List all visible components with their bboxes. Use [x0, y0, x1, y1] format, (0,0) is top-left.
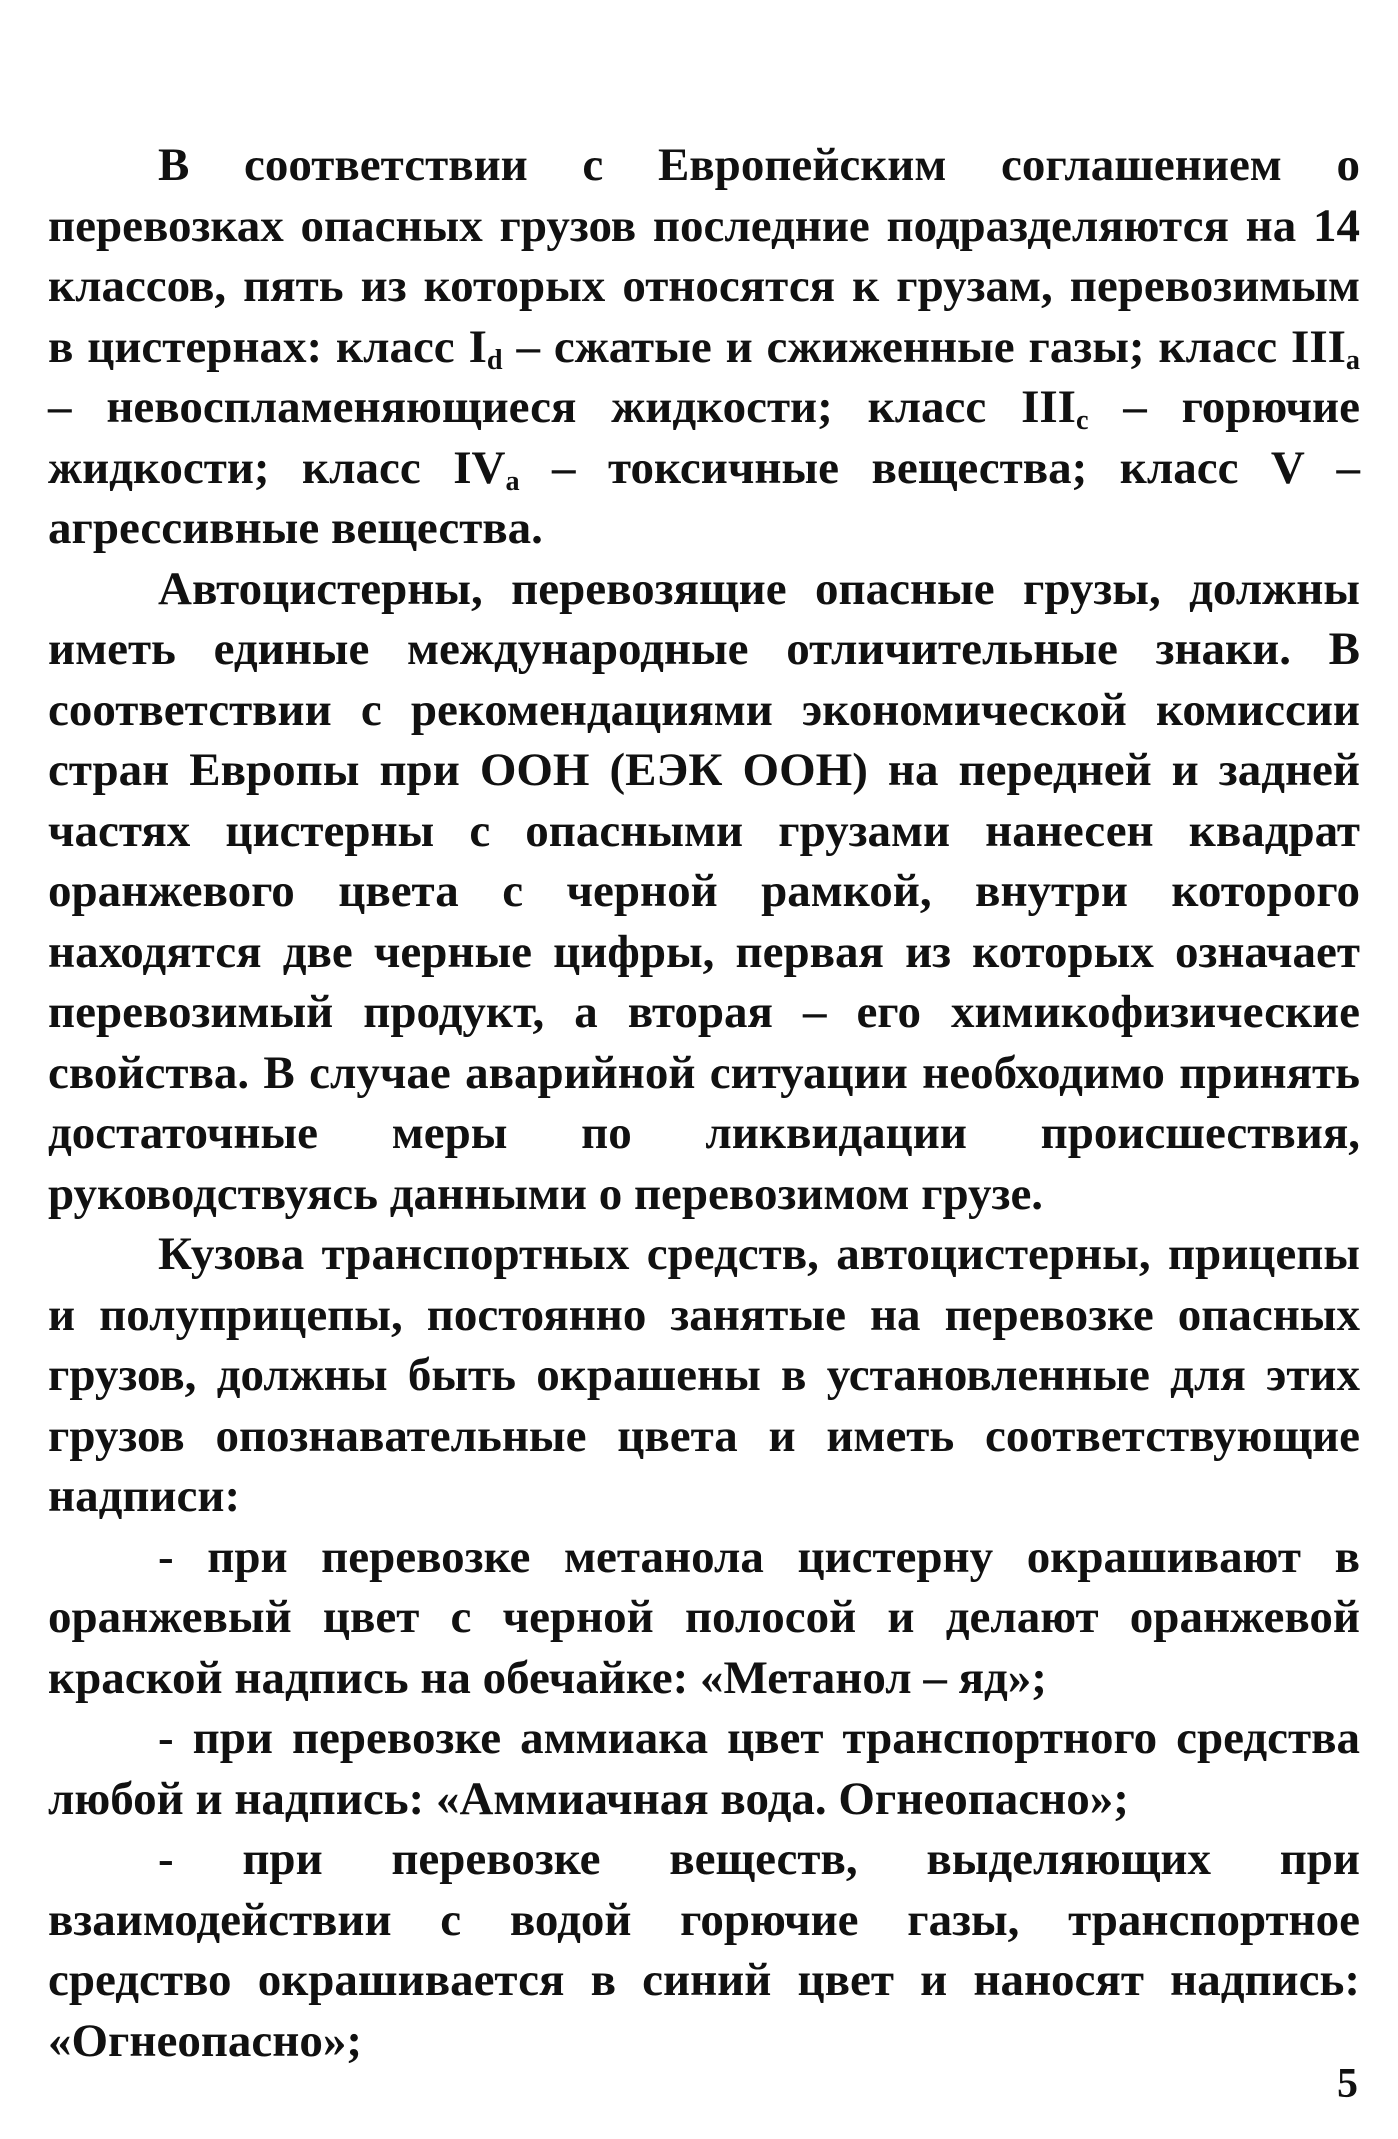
text-run: – сжатые и сжиженные газы; класс III: [502, 320, 1346, 373]
text-run: В соответствии с Европейским соглашением о перевозках опасных грузов последние подразделяются на 14 классов, пять из которых относятся к грузам, перевозимым в цистернах: класс I: [48, 139, 1360, 373]
paragraph-vehicle-colors: [48, 1224, 1360, 1527]
text-run: - при перевозке метанола цистерну окрашивают в оранжевый цвет с черной полосой и делают оранжевой краской надпись на обечайке: «Метанол – яд»;: [48, 1530, 1360, 1704]
text-run: - при перевозке аммиака цвет транспортного средства любой и надпись: «Аммиачная вода. Огнеопасно»;: [48, 1712, 1360, 1825]
subscript: a: [505, 465, 520, 497]
text-run: Кузова транспортных средств, автоцистерны, прицепы и полуприцепы, постоянно занятые на перевозке опасных грузов, должны быть окрашены в установленные для этих грузов опознавательные цвета и иметь соответствующие надписи:: [48, 1228, 1360, 1522]
text-run: - при перевозке веществ, выделяющих при взаимодействии с водой горючие газы, транспортное средство окрашивается в синий цвет и наносят надпись: «Огнеопасно»;: [48, 1833, 1360, 2067]
body-text: [48, 135, 1360, 2071]
text-run: – горючие жидкости; класс IV: [48, 381, 1360, 494]
list-item-flammable-gases: [48, 1829, 1360, 2071]
paragraph-classes: [48, 135, 1360, 559]
paragraph-tank-signs: [48, 559, 1360, 1225]
list-item-methanol: [48, 1527, 1360, 1709]
subscript: a: [1345, 344, 1360, 376]
list-item-ammonia: [48, 1708, 1360, 1829]
text-run: – невоспламеняющиеся жидкости; класс III: [48, 381, 1076, 433]
text-run: – токсичные вещества; класс V – агрессивные вещества.: [48, 441, 1361, 554]
page-number: 5: [1337, 2061, 1358, 2107]
subscript: c: [1075, 405, 1089, 437]
text-run: Автоцистерны, перевозящие опасные грузы, должны иметь единые международные отличительные знаки. В соответствии с рекомендациями экономической комиссии стран Европы при ООН (ЕЭК ООН) на передней и задней частях цистерны с опасными грузами нанесен квадрат оранжевого цвета с черной рамкой, внутри которого находятся две черные цифры, первая из которых означает перевозимый продукт, а вторая – его химикофизические свойства. В случае аварийной ситуации необходимо принять достаточные меры по ликвидации происшествия, руководствуясь данными о перевозимом грузе.: [48, 562, 1360, 1220]
subscript: d: [486, 344, 503, 376]
